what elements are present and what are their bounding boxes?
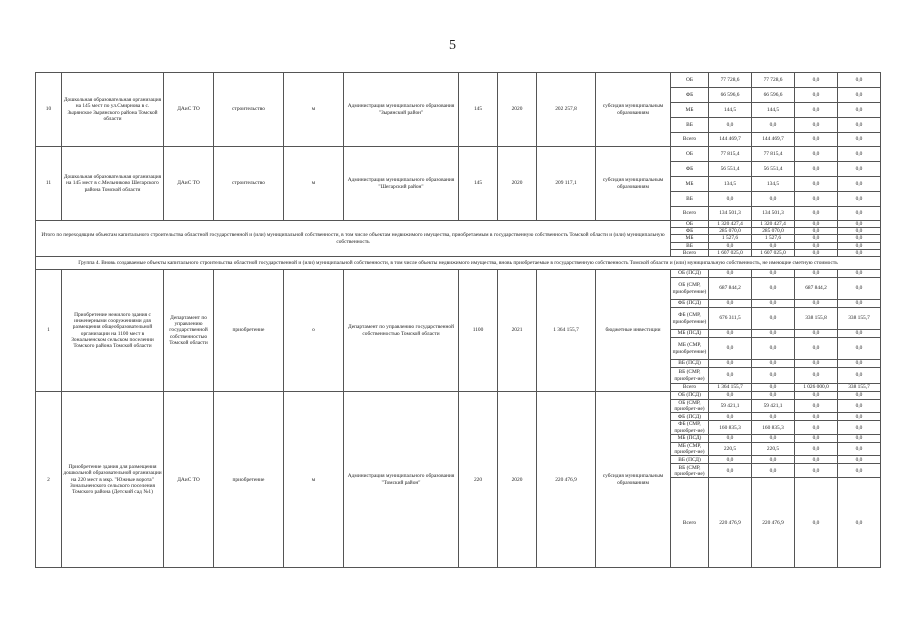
amount-year-3: 0,0: [838, 133, 881, 147]
funding-source: ОБ (СМР, приобретение): [671, 278, 709, 300]
amount-year-2: 0,0: [795, 300, 838, 308]
funding-source: ОБ (ПСД): [671, 392, 709, 400]
amount-year-2: 0,0: [795, 235, 838, 242]
amount-year-2: 0,0: [795, 338, 838, 360]
amount-total: 0,0: [709, 434, 752, 442]
object-type: приобретение: [214, 392, 284, 568]
funding-source: ФБ: [671, 88, 709, 103]
amount-year-3: 0,0: [838, 368, 881, 384]
amount-total: 1 607 025,0: [709, 249, 752, 256]
amount-year-2: 1 026 000,0: [795, 384, 838, 392]
funding-source: ОБ: [671, 221, 709, 228]
table-row: [36, 147, 881, 162]
funding-source: Всего: [671, 249, 709, 256]
amount-year-3: 0,0: [838, 464, 881, 478]
amount-total: 59 421,1: [709, 400, 752, 413]
funding-source: Всего: [671, 478, 709, 568]
amount-year-1: 0,0: [752, 456, 795, 464]
object-customer: ДАиС ТО: [164, 392, 214, 568]
amount-year-3: 0,0: [838, 413, 881, 421]
funding-source: ВБ (СМР, приобрет-ие): [671, 464, 709, 478]
amount-year-3: 0,0: [838, 338, 881, 360]
funding-source: МБ: [671, 177, 709, 192]
amount-year-1: 56 551,4: [752, 162, 795, 177]
amount-year-3: 0,0: [838, 177, 881, 192]
amount-year-1: 66 596,6: [752, 88, 795, 103]
amount-year-1: 1 607 025,0: [752, 249, 795, 256]
amount-year-2: 0,0: [795, 228, 838, 235]
amount-year-3: 0,0: [838, 360, 881, 368]
amount-year-1: 0,0: [752, 392, 795, 400]
object-capacity: 145: [459, 73, 498, 147]
funding-source: МБ (ПСД): [671, 330, 709, 338]
object-name: Дошкольная образовательная организация на 145 мест по ул.Смирнова в с. Зырянское Зырянского района Томской области: [62, 73, 164, 147]
amount-total: 220 476,9: [709, 478, 752, 568]
amount-year-2: 0,0: [795, 400, 838, 413]
object-type: строительство: [214, 73, 284, 147]
amount-total: 56 551,4: [709, 162, 752, 177]
amount-total: 676 311,5: [709, 308, 752, 330]
funding-source: ОБ (СМР, приобрет-ие): [671, 400, 709, 413]
amount-total: 0,0: [709, 192, 752, 207]
funding-source: Всего: [671, 384, 709, 392]
funding-source: МБ: [671, 235, 709, 242]
amount-year-1: 220 476,9: [752, 478, 795, 568]
amount-year-2: 0,0: [795, 192, 838, 207]
funding-source: ВБ: [671, 118, 709, 133]
amount-year-3: 338 155,7: [838, 308, 881, 330]
object-unit: о: [284, 270, 344, 392]
amount-year-2: 0,0: [795, 177, 838, 192]
funding-source: МБ (СМР, приобрет-ие): [671, 442, 709, 455]
object-year: 2020: [498, 147, 537, 221]
amount-year-2: 0,0: [795, 88, 838, 103]
amount-total: 1 320 427,4: [709, 221, 752, 228]
object-owner: Администрация муниципального образования "Томский район": [344, 392, 459, 568]
amount-year-3: 338 155,7: [838, 384, 881, 392]
object-capacity: 145: [459, 147, 498, 221]
amount-total: 0,0: [709, 360, 752, 368]
amount-year-3: 0,0: [838, 478, 881, 568]
amount-year-2: 0,0: [795, 103, 838, 118]
object-owner: Администрация муниципального образования "Шегарский район": [344, 147, 459, 221]
object-cost: 220 476,9: [537, 392, 596, 568]
amount-total: 0,0: [709, 242, 752, 249]
object-customer: Департамент по управлению государственной собственностью Томской области: [164, 270, 214, 392]
amount-year-1: 0,0: [752, 434, 795, 442]
object-cost: 1 364 155,7: [537, 270, 596, 392]
object-type: строительство: [214, 147, 284, 221]
amount-year-3: 0,0: [838, 434, 881, 442]
amount-year-2: 0,0: [795, 249, 838, 256]
total-row: [36, 221, 881, 228]
funding-source: ОБ: [671, 147, 709, 162]
amount-year-3: 0,0: [838, 442, 881, 455]
amount-year-2: 0,0: [795, 434, 838, 442]
object-name: Приобретение нежилого здания с инженерными сооружениями для размещения общеобразовательной организации на 1100 мест в Зональненском сельском поселении Томского района Томской области: [62, 270, 164, 392]
funding-source: ФБ: [671, 228, 709, 235]
amount-year-2: 0,0: [795, 464, 838, 478]
funding-source: МБ (СМР, приобретение): [671, 338, 709, 360]
amount-year-3: 0,0: [838, 330, 881, 338]
amount-year-3: 0,0: [838, 103, 881, 118]
amount-year-1: 144 469,7: [752, 133, 795, 147]
object-customer: ДАиС ТО: [164, 147, 214, 221]
amount-year-1: 0,0: [752, 464, 795, 478]
amount-total: 0,0: [709, 118, 752, 133]
amount-year-3: 0,0: [838, 242, 881, 249]
amount-year-2: 0,0: [795, 221, 838, 228]
amount-year-1: 160 835,3: [752, 421, 795, 434]
funding-source: ФБ (ПСД): [671, 300, 709, 308]
amount-year-1: 0,0: [752, 308, 795, 330]
object-unit: м: [284, 147, 344, 221]
object-year: 2020: [498, 392, 537, 568]
object-year: 2021: [498, 270, 537, 392]
amount-year-2: 0,0: [795, 442, 838, 455]
amount-year-1: 0,0: [752, 300, 795, 308]
object-owner: Департамент по управлению государственной собственностью Томской области: [344, 270, 459, 392]
object-unit: м: [284, 392, 344, 568]
amount-year-2: 687 844,2: [795, 278, 838, 300]
amount-year-1: 134 501,3: [752, 207, 795, 221]
object-number: 11: [36, 147, 62, 221]
amount-year-3: 0,0: [838, 456, 881, 464]
amount-year-2: 0,0: [795, 360, 838, 368]
object-form: субсидия муниципальным образованиям: [596, 392, 671, 568]
amount-year-3: 0,0: [838, 207, 881, 221]
amount-total: 160 835,3: [709, 421, 752, 434]
amount-year-2: 0,0: [795, 392, 838, 400]
object-unit: м: [284, 73, 344, 147]
amount-year-2: 0,0: [795, 133, 838, 147]
amount-year-3: 0,0: [838, 270, 881, 278]
amount-total: 66 596,6: [709, 88, 752, 103]
amount-total: 144 469,7: [709, 133, 752, 147]
amount-year-1: 285 070,0: [752, 228, 795, 235]
funding-source: ВБ (ПСД): [671, 456, 709, 464]
funding-source: ВБ: [671, 192, 709, 207]
amount-year-1: 1 320 427,4: [752, 221, 795, 228]
amount-year-1: 0,0: [752, 413, 795, 421]
object-number: 1: [36, 270, 62, 392]
funding-source: ОБ: [671, 73, 709, 88]
funding-source: ВБ (ПСД): [671, 360, 709, 368]
amount-year-1: 144,5: [752, 103, 795, 118]
funding-source: МБ: [671, 103, 709, 118]
group-header-row: [36, 257, 881, 270]
amount-year-3: 0,0: [838, 249, 881, 256]
amount-year-1: 0,0: [752, 330, 795, 338]
funding-source: МБ (ПСД): [671, 434, 709, 442]
amount-year-2: 0,0: [795, 242, 838, 249]
amount-year-3: 0,0: [838, 147, 881, 162]
group-4-header: Группа 4. Вновь создаваемые объекты капитального строительства областной государственной и (или) муниципальной собственности, в том числе объекты недвижимого имущества, вновь приобретаемые в государственную собственность Томской области и (или) муниципальную собственность, не имеющие сметную стоимость: [36, 257, 881, 270]
amount-year-3: 0,0: [838, 421, 881, 434]
amount-year-2: 0,0: [795, 270, 838, 278]
table-row: [36, 270, 881, 278]
amount-year-2: 0,0: [795, 162, 838, 177]
object-customer: ДАиС ТО: [164, 73, 214, 147]
amount-year-3: 0,0: [838, 235, 881, 242]
funding-source: ФБ (СМР, приобрет-ие): [671, 421, 709, 434]
amount-year-1: 0,0: [752, 384, 795, 392]
object-form: субсидия муниципальным образованиям: [596, 73, 671, 147]
amount-year-3: 0,0: [838, 221, 881, 228]
amount-year-1: 134,5: [752, 177, 795, 192]
object-name: Дошкольная образовательная организация на 145 мест в с.Мельниково Шегарского района Томской области: [62, 147, 164, 221]
amount-year-3: 0,0: [838, 400, 881, 413]
amount-year-3: 0,0: [838, 88, 881, 103]
amount-year-2: 0,0: [795, 421, 838, 434]
page-number: 5: [449, 38, 456, 53]
amount-year-2: 338 155,8: [795, 308, 838, 330]
total-label: Итого по переходящим объектам капитального строительства областной государственной и (или) муниципальной собственности, в том числе объектам недвижимого имущества, приобретаемым в государственную собственность Томской области и (или) муниципальную собственность: [36, 221, 671, 257]
amount-year-2: 0,0: [795, 207, 838, 221]
amount-year-1: 220,5: [752, 442, 795, 455]
object-form: субсидия муниципальным образованиям: [596, 147, 671, 221]
amount-year-3: 0,0: [838, 392, 881, 400]
amount-total: 144,5: [709, 103, 752, 118]
amount-year-2: 0,0: [795, 478, 838, 568]
amount-year-1: 77 815,4: [752, 147, 795, 162]
amount-total: 134 501,3: [709, 207, 752, 221]
amount-year-1: 0,0: [752, 338, 795, 360]
amount-total: 0,0: [709, 300, 752, 308]
amount-year-3: 0,0: [838, 73, 881, 88]
amount-year-2: 0,0: [795, 330, 838, 338]
funding-source: Всего: [671, 133, 709, 147]
amount-total: 1 527,6: [709, 235, 752, 242]
amount-total: 0,0: [709, 330, 752, 338]
amount-year-2: 0,0: [795, 147, 838, 162]
object-cost: 202 257,8: [537, 73, 596, 147]
amount-total: 285 070,0: [709, 228, 752, 235]
amount-year-1: 0,0: [752, 118, 795, 133]
funding-source: ФБ (ПСД): [671, 413, 709, 421]
amount-year-3: 0,0: [838, 228, 881, 235]
funding-source: ВБ: [671, 242, 709, 249]
funding-source: ВБ (СМР, приобрет-ие): [671, 368, 709, 384]
amount-year-1: 0,0: [752, 270, 795, 278]
amount-total: 0,0: [709, 338, 752, 360]
amount-total: 77 728,6: [709, 73, 752, 88]
funding-source: Всего: [671, 207, 709, 221]
funding-source: ФБ: [671, 162, 709, 177]
object-year: 2020: [498, 73, 537, 147]
amount-total: 0,0: [709, 392, 752, 400]
amount-year-3: 0,0: [838, 278, 881, 300]
object-number: 2: [36, 392, 62, 568]
amount-year-3: 0,0: [838, 192, 881, 207]
investment-table: [35, 72, 881, 568]
amount-year-1: 0,0: [752, 242, 795, 249]
amount-year-3: 0,0: [838, 118, 881, 133]
amount-year-1: 1 527,6: [752, 235, 795, 242]
table-body: [36, 73, 881, 568]
object-form: бюджетные инвестиции: [596, 270, 671, 392]
table-row: [36, 392, 881, 400]
amount-year-2: 0,0: [795, 456, 838, 464]
object-type: приобретение: [214, 270, 284, 392]
amount-total: 687 844,2: [709, 278, 752, 300]
object-number: 10: [36, 73, 62, 147]
amount-total: 0,0: [709, 464, 752, 478]
amount-year-1: 77 728,6: [752, 73, 795, 88]
object-cost: 209 117,1: [537, 147, 596, 221]
amount-year-2: 0,0: [795, 73, 838, 88]
amount-total: 1 364 155,7: [709, 384, 752, 392]
amount-total: 0,0: [709, 270, 752, 278]
amount-total: 0,0: [709, 456, 752, 464]
object-owner: Администрация муниципального образования "Зырянский район": [344, 73, 459, 147]
funding-source: ОБ (ПСД): [671, 270, 709, 278]
amount-year-1: 0,0: [752, 360, 795, 368]
amount-total: 134,5: [709, 177, 752, 192]
amount-year-2: 0,0: [795, 413, 838, 421]
amount-year-3: 0,0: [838, 300, 881, 308]
funding-source: ФБ (СМР, приобретение): [671, 308, 709, 330]
table-row: [36, 73, 881, 88]
object-capacity: 1100: [459, 270, 498, 392]
amount-year-1: 0,0: [752, 278, 795, 300]
object-name: Приобретение здания для размещения дошкольной образовательной организации на 220 мест в мкр. "Южные ворота" Зональненского сельского поселения Томского района (Детский сад №1): [62, 392, 164, 568]
amount-year-1: 0,0: [752, 192, 795, 207]
amount-year-3: 0,0: [838, 162, 881, 177]
amount-total: 220,5: [709, 442, 752, 455]
amount-total: 77 815,4: [709, 147, 752, 162]
object-capacity: 220: [459, 392, 498, 568]
amount-year-1: 59 421,1: [752, 400, 795, 413]
amount-total: 0,0: [709, 368, 752, 384]
amount-year-2: 0,0: [795, 118, 838, 133]
amount-total: 0,0: [709, 413, 752, 421]
amount-year-2: 0,0: [795, 368, 838, 384]
amount-year-1: 0,0: [752, 368, 795, 384]
